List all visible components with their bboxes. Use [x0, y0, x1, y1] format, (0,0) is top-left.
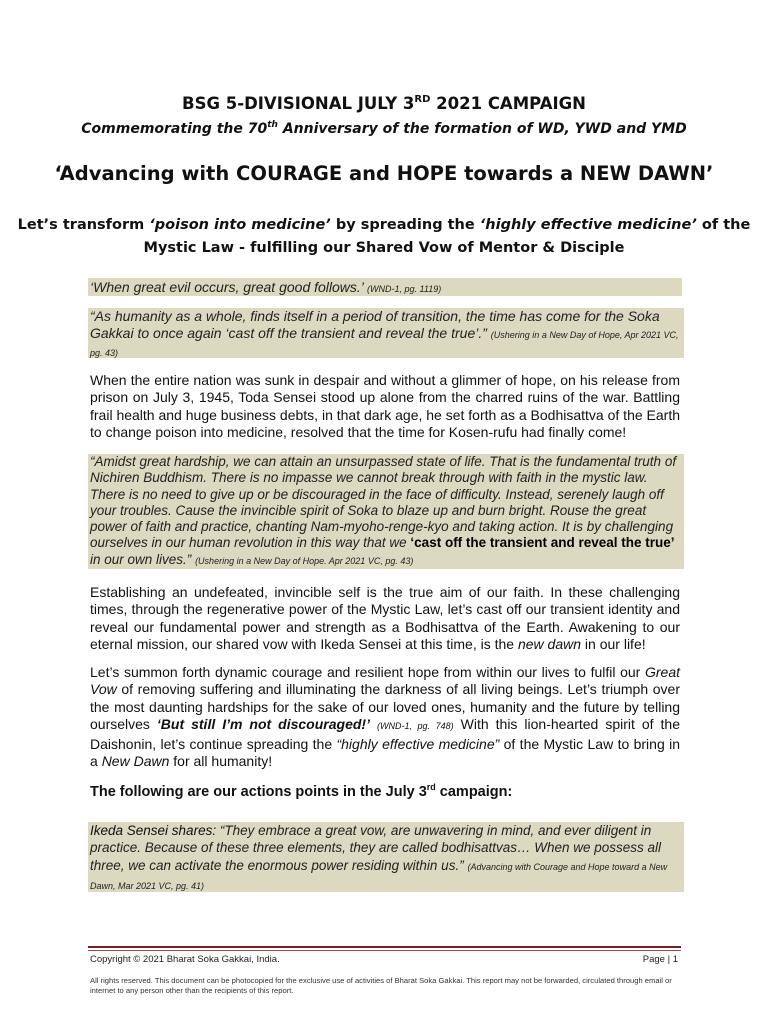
campaign-title-end: 2021 CAMPAIGN	[430, 94, 586, 113]
quote-source: (Ushering in a New Day of Hope, Apr 2021 VC, pg. 43)	[90, 329, 679, 358]
quote-text: “As humanity as a whole, finds itself in a period of transition, the time has come for the Soka Gakkai to once again ‘cast off the transient and reveal the true’.”	[90, 308, 660, 341]
paragraph-text: of the Mystic Law to bring in a	[90, 735, 680, 770]
campaign-title-superscript: RD	[414, 94, 431, 105]
footer-copyright: Copyright © 2021 Bharat Soka Gakkai, India.	[90, 954, 280, 965]
footer-divider-thin	[88, 950, 681, 951]
campaign-title-text: BSG 5-DIVISIONAL JULY 3	[182, 94, 415, 113]
paragraph-emphasis: New Dawn	[101, 753, 170, 770]
paragraph-emphasis: Great Vow	[90, 664, 680, 698]
paragraph-text: for all humanity!	[169, 753, 273, 770]
quote-box-1	[88, 278, 682, 296]
heading-text-end: campaign:	[435, 784, 513, 800]
paragraph-emphasis: “highly effective medicine”	[336, 735, 500, 752]
subtitle-end: Anniversary of the formation of WD, YWD and YMD	[277, 121, 687, 137]
quote-box-3	[88, 454, 684, 569]
quote-source: (WND-1, pg. 1119)	[367, 284, 442, 294]
paragraph-invincible-self	[90, 584, 680, 654]
campaign-title	[0, 94, 768, 113]
paragraph-text: Let’s summon forth dynamic courage and resilient hope from within our lives to fulfil our	[90, 664, 645, 680]
paragraph-text: Establishing an undefeated, invincible self is the true aim of our faith. In these challenging times, through the regenerative power of the Mystic Law, let’s cast off our transient identity and reveal our fundamental power and strength as a Bodhisattva of the Earth. Awakening to our eternal mission, our shared vow with Ikeda Sensei at this time, is the	[90, 584, 680, 653]
paragraph-text: With this lion-hearted spirit of the Daishonin, let’s continue spreading the	[90, 716, 680, 752]
paragraph-source: (WND-1, pg. 748)	[376, 721, 454, 732]
heading-superscript: rd	[426, 782, 436, 792]
quote-text: “They embrace a great vow, are unwavering in mind, and ever diligent in practice. Because of these three elements, they are called bodhisattvas… When we possess all three, we can activate the enormous power residing within us.”	[90, 823, 662, 873]
footer-page-number: Page | 1	[642, 954, 678, 965]
actions-heading	[90, 784, 512, 800]
quote-text: “Amidst great hardship, we can attain an unsurpassed state of life. That is the fundamental truth of Nichiren Buddhism. There is no impasse we cannot break through with faith in the mystic law. There is no need to give up or be discouraged in the face of difficulty. Instead, serenely laugh off your troubles. Cause the invincible spirit of Soka to blaze up and burn bright. Rouse the great power of faith and practice, chanting Nam-myoho-renge-kyo and taking action. It is by challenging ourselves in our human revolution in this way that we	[90, 454, 677, 551]
paragraph-text: of removing suffering and illuminating the darkness of all living beings. Let’s triumph over the most daunting hardships for the sake of our loved ones, humanity and the future by telling ourselves	[90, 681, 680, 733]
quote-text: ‘When great evil occurs, great good follows.’	[90, 279, 364, 295]
quote-source: (Ushering in a New Day of Hope. Apr 2021 VC, pg. 43)	[195, 555, 414, 566]
quote-source: (Advancing with Courage and Hope toward a New Dawn, Mar 2021 VC, pg. 41)	[90, 861, 668, 891]
tagline-part: ‘poison into medicine’	[149, 217, 331, 233]
campaign-subtitle	[0, 121, 768, 137]
tagline-part: by spreading the	[330, 217, 480, 233]
paragraph-emphasis: new dawn	[517, 636, 582, 653]
quote-box-4	[88, 822, 684, 892]
paragraph-great-vow	[90, 664, 680, 770]
tagline-part: of the Mystic Law - fulfilling our Shared Vow of Mentor & Disciple	[143, 217, 751, 256]
quote-box-2	[88, 308, 684, 358]
quote-emphasis: ‘cast off the transient and reveal the true’	[410, 535, 675, 551]
quote-text-end: in our own lives.”	[90, 551, 192, 567]
campaign-theme: ‘Advancing with COURAGE and HOPE towards a NEW DAWN’	[54, 162, 714, 185]
quote-lead: Ikeda Sensei shares:	[90, 823, 220, 838]
paragraph-text-end: in our life!	[581, 636, 646, 653]
heading-text: The following are our actions points in the July 3	[90, 784, 427, 800]
footer-disclaimer: All rights reserved. This document can be photocopied for the exclusive use of activities of Bharat Soka Gakkai. This report may not be forwarded, circulated through email or internet to any person other than the recipients of this report.	[90, 976, 672, 995]
subtitle-superscript: th	[267, 120, 278, 130]
tagline-part: ‘highly effective medicine’	[479, 217, 697, 233]
paragraph-quote: ‘But still I’m not discouraged!’	[156, 716, 370, 733]
campaign-tagline	[0, 214, 768, 260]
paragraph-toda-sensei: When the entire nation was sunk in despair and without a glimmer of hope, on his release from prison on July 3, 1945, Toda Sensei stood up alone from the charred ruins of the war. Battling frail health and huge business debts, in that dark age, he set forth as a Bodhisattva of the Earth to change poison into medicine, resolved that the time for Kosen-rufu had finally come!	[90, 372, 680, 441]
footer-divider	[88, 946, 681, 948]
subtitle-start: Commemorating the 70	[81, 121, 268, 137]
tagline-part: Let’s transform	[17, 217, 150, 233]
paragraph-space	[370, 716, 377, 732]
